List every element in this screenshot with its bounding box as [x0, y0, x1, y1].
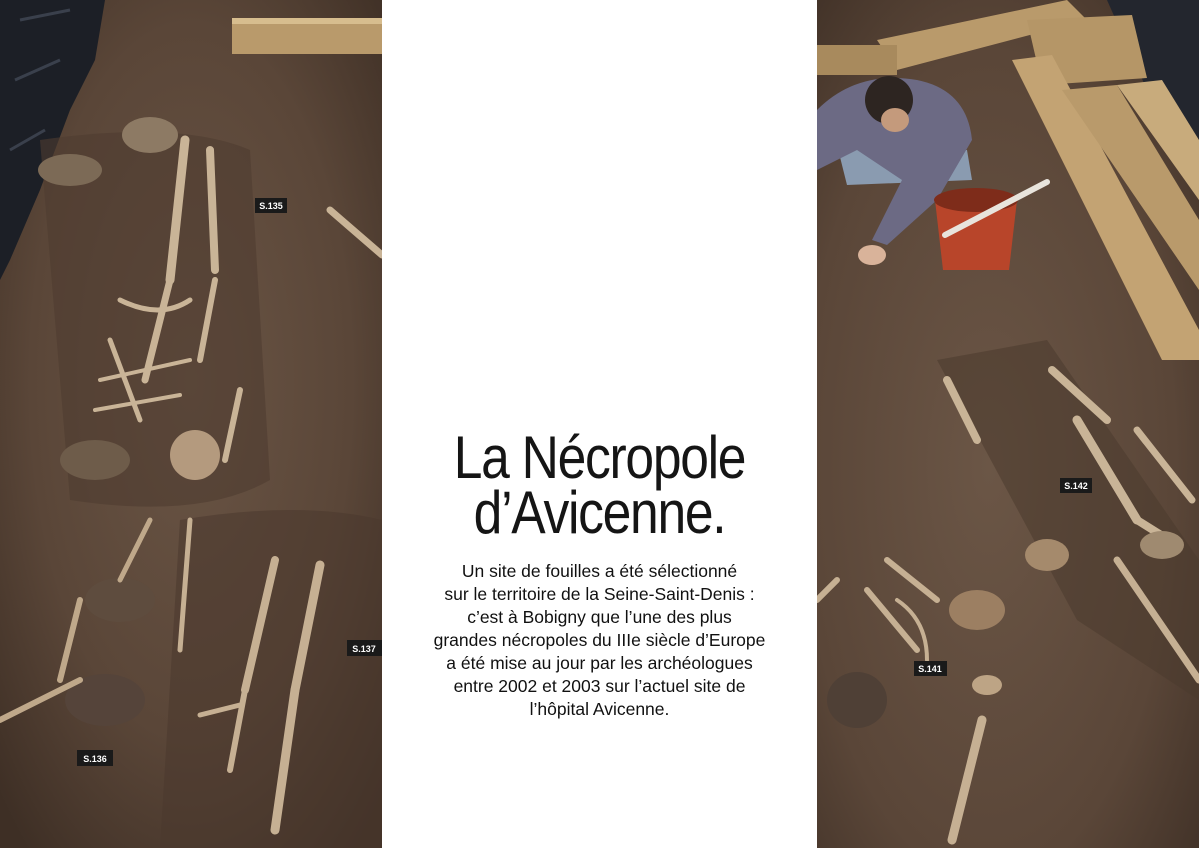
label-s142 — [1060, 478, 1092, 493]
label-s135 — [255, 198, 287, 213]
left-excavation-photo — [0, 0, 382, 848]
stone — [827, 672, 887, 728]
body-line: entre 2002 et 2003 sur l’actuel site de — [453, 676, 746, 696]
title-line: La Nécropole — [453, 424, 746, 491]
label-text: S.137 — [352, 644, 376, 654]
label-s141 — [914, 661, 947, 676]
right-photo-scene — [817, 0, 1199, 848]
body-line: Un site de fouilles a été sélectionné — [461, 561, 738, 581]
body-line: grandes nécropoles du IIIe siècle d’Europe — [433, 630, 766, 650]
body-line: l’hôpital Avicenne. — [529, 699, 670, 719]
label-s136 — [77, 750, 113, 766]
article-body — [382, 560, 817, 721]
label-text: S.135 — [259, 201, 283, 211]
left-photo-scene — [0, 0, 382, 848]
text-panel — [382, 0, 817, 848]
label-text: S.136 — [83, 754, 107, 764]
skull — [170, 430, 220, 480]
article-title — [412, 424, 786, 546]
label-text: S.142 — [1064, 481, 1088, 491]
label-s137 — [347, 640, 382, 656]
title-line: d’Avicenne. — [473, 479, 726, 546]
right-excavation-photo — [817, 0, 1199, 848]
body-line: sur le territoire de la Seine-Saint-Denis : — [444, 584, 755, 604]
label-text: S.141 — [918, 664, 942, 674]
body-line: c’est à Bobigny que l’une des plus — [467, 607, 732, 627]
body-line: a été mise au jour par les archéologues — [446, 653, 753, 673]
